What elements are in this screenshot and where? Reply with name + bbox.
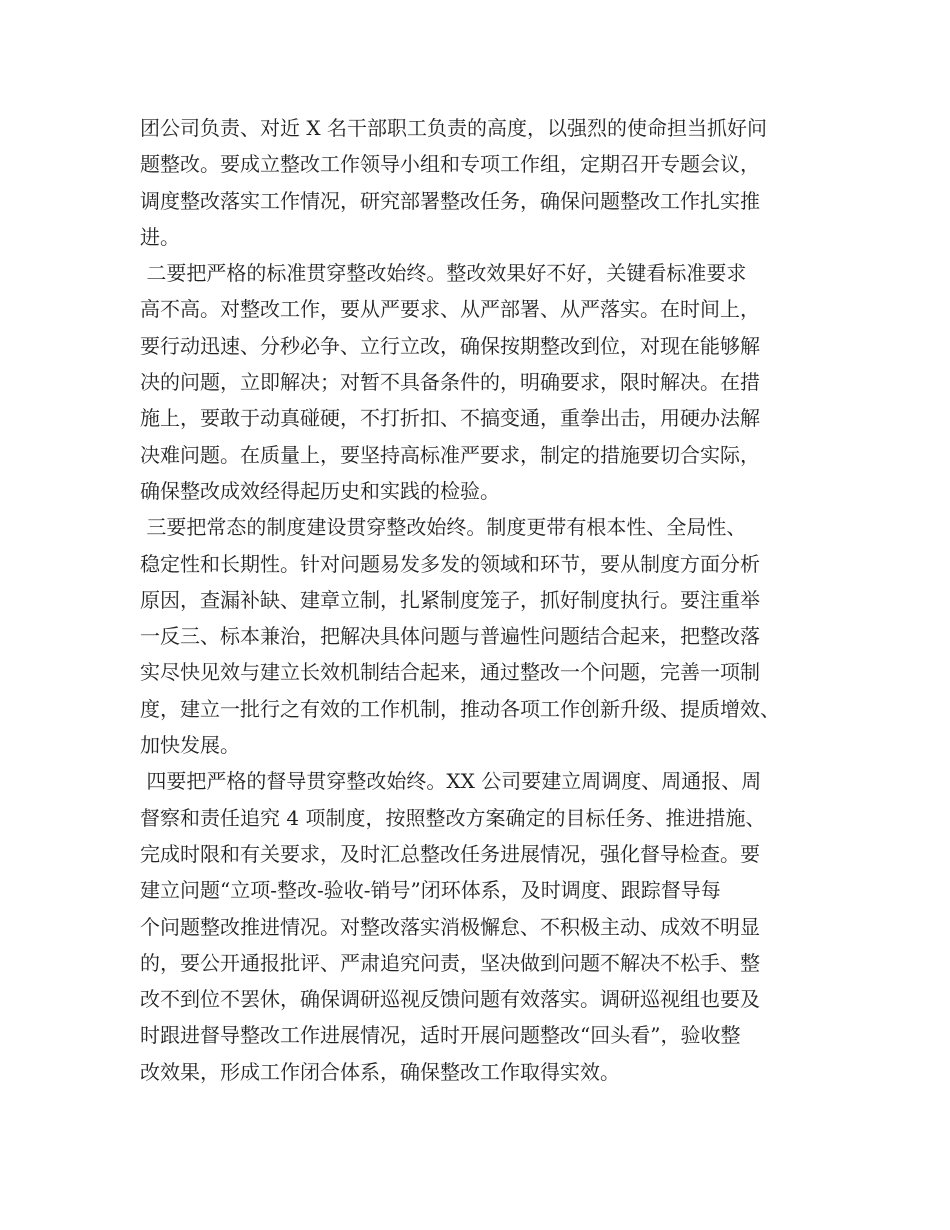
- text-line: 建立问题“立项-整改-验收-销号”闭环体系，及时调度、跟踪督导每: [140, 878, 721, 903]
- text-line: 改效果，形成工作闭合体系，确保整改工作取得实效。: [140, 1059, 620, 1084]
- text-line: 时跟进督导整改工作进展情况，适时开展问题整改“回头看”，验收整: [140, 1023, 741, 1048]
- text-line: 决难问题。在质量上，要坚持高标准严要求，制定的措施要切合实际，: [140, 442, 760, 467]
- text-line: 进。: [140, 224, 180, 249]
- text-line: 原因，查漏补缺、建章立制，扎紧制度笼子，抓好制度执行。要注重举: [140, 587, 760, 612]
- text-line: 二要把严格的标准贯穿整改始终。整改效果好不好，关键看标准要求: [140, 261, 747, 286]
- text-line: 一反三、标本兼治，把解决具体问题与普遍性问题结合起来，把整改落: [140, 624, 760, 649]
- text-line: 督察和责任追究 4 项制度，按照整改方案确定的目标任务、推进措施、: [140, 805, 766, 830]
- text-line: 个问题整改推进情况。对整改落实消极懈怠、不积极主动、成效不明显: [140, 914, 760, 939]
- text-line: 确保整改成效经得起历史和实践的检验。: [140, 478, 500, 503]
- text-line: 完成时限和有关要求，及时汇总整改任务进展情况，强化督导检查。要: [140, 841, 760, 866]
- text-line: 度，建立一批行之有效的工作机制，推动各项工作创新升级、提质增效、: [140, 696, 780, 721]
- text-line: 决的问题，立即解决；对暂不具备条件的，明确要求，限时解决。在措: [140, 370, 760, 395]
- text-line: 团公司负责、对近 X 名干部职工负责的高度，以强烈的使命担当抓好问: [140, 116, 767, 140]
- text-line: 四要把严格的督导贯穿整改始终。XX 公司要建立周调度、周通报、周: [140, 769, 762, 794]
- text-line: 题整改。要成立整改工作领导小组和专项工作组，定期召开专题会议，: [140, 152, 760, 177]
- text-line: 实尽快见效与建立长效机制结合起来，通过整改一个问题，完善一项制: [140, 660, 760, 685]
- text-line: 要行动迅速、分秒必争、立行立改，确保按期整改到位，对现在能够解: [140, 333, 760, 358]
- text-line: 稳定性和长期性。针对问题易发多发的领域和环节，要从制度方面分析: [140, 551, 760, 576]
- text-line: 加快发展。: [140, 733, 240, 758]
- text-line: 施上，要敢于动真碰硬，不打折扣、不搞变通，重拳出击，用硬办法解: [140, 406, 760, 431]
- text-line: 高不高。对整改工作，要从严要求、从严部署、从严落实。在时间上，: [140, 297, 760, 322]
- text-line: 调度整改落实工作情况，研究部署整改任务，确保问题整改工作扎实推: [140, 188, 760, 213]
- text-line: 的，要公开通报批评、严肃追究问责，坚决做到问题不解决不松手、整: [140, 950, 760, 975]
- document-body: [140, 110, 840, 1090]
- text-line: 三要把常态的制度建设贯穿整改始终。制度更带有根本性、全局性、: [140, 515, 747, 540]
- text-line: 改不到位不罢休，确保调研巡视反馈问题有效落实。调研巡视组也要及: [140, 987, 760, 1012]
